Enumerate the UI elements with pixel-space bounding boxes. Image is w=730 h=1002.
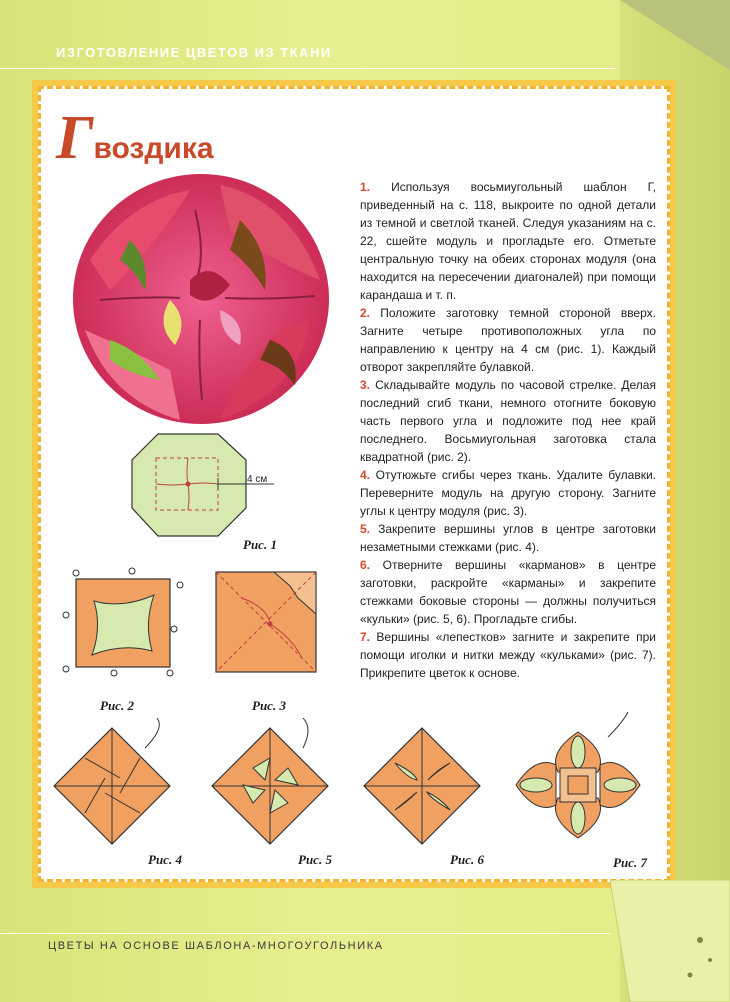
page-corner-bottom bbox=[610, 880, 730, 1002]
step-4: 4. Отутюжьте сгибы через ткань. Удалите булавки. Переверните модуль на другую сторону. Загните углы к центру модуля (рис. 3). bbox=[360, 468, 656, 518]
step-5: 5. Закрепите вершины углов в центре заготовки незаметными стежками (рис. 4). bbox=[360, 522, 656, 554]
figure-5-diamond bbox=[203, 718, 338, 853]
title-initial: Г bbox=[56, 104, 94, 172]
figure-1-caption: Рис. 1 bbox=[243, 537, 277, 552]
footer-divider bbox=[0, 933, 610, 934]
figure-6-diamond bbox=[355, 718, 490, 853]
dimension-label: 4 см bbox=[247, 474, 268, 485]
instructions bbox=[360, 178, 656, 682]
step-3: 3. Складывайте модуль по часовой стрелке. Делая последний сгиб ткани, немного отогните боковую часть первого угла и подложите под нее край последнего. Восьмиугольная заготовка стала квадратной (рис. 2). bbox=[360, 378, 656, 464]
figure-3-caption: Рис. 3 bbox=[252, 698, 286, 713]
figure-1-octagon bbox=[128, 430, 278, 540]
figure-6-caption: Рис. 6 bbox=[450, 852, 484, 867]
page-title bbox=[56, 103, 214, 174]
figure-4-caption: Рис. 4 bbox=[148, 852, 182, 867]
title-rest: воздика bbox=[93, 132, 214, 165]
header-divider bbox=[0, 68, 615, 69]
figure-4-diamond bbox=[45, 718, 180, 853]
page-corner-top bbox=[620, 0, 730, 70]
section-header: ИЗГОТОВЛЕНИЕ ЦВЕТОВ ИЗ ТКАНИ bbox=[56, 45, 332, 60]
figure-7-caption: Рис. 7 bbox=[613, 855, 647, 870]
flower-photo bbox=[70, 170, 332, 428]
step-2: 2. Положите заготовку темной стороной вверх. Загните четыре противоположных угла по направлению к центру на 4 см (рис. 1). Каждый отворот закрепляйте булавкой. bbox=[360, 306, 656, 374]
figure-3-square bbox=[212, 568, 324, 678]
figure-7-flower bbox=[508, 712, 648, 858]
section-footer: ЦВЕТЫ НА ОСНОВЕ ШАБЛОНА-МНОГОУГОЛЬНИКА bbox=[48, 940, 384, 952]
figure-5-caption: Рис. 5 bbox=[298, 852, 332, 867]
figure-2-square bbox=[62, 565, 184, 677]
step-7: 7. Вершины «лепестков» загните и закрепите при помощи иголки и нитки между «кульками» (рис. 7). Прикрепите цветок к основе. bbox=[360, 630, 656, 680]
figure-2-caption: Рис. 2 bbox=[100, 698, 134, 713]
step-6: 6. Отверните вершины «карманов» в центре заготовки, раскройте «карманы» и закрепите стежками боковые стороны — должны получиться «кульки» (рис. 5, 6). Прогладьте сгибы. bbox=[360, 558, 656, 626]
step-1: 1. Используя восьмиугольный шаблон Г, приведенный на с. 118, выкроите по одной детали из темной и светлой тканей. Следуя указаниям на с. 22, сшейте модуль и прогладьте его. Отметьте центральную точку на обеих сторонах модуля (она находится на пересечении диагоналей) при помощи карандаша и т. п. bbox=[360, 180, 656, 302]
